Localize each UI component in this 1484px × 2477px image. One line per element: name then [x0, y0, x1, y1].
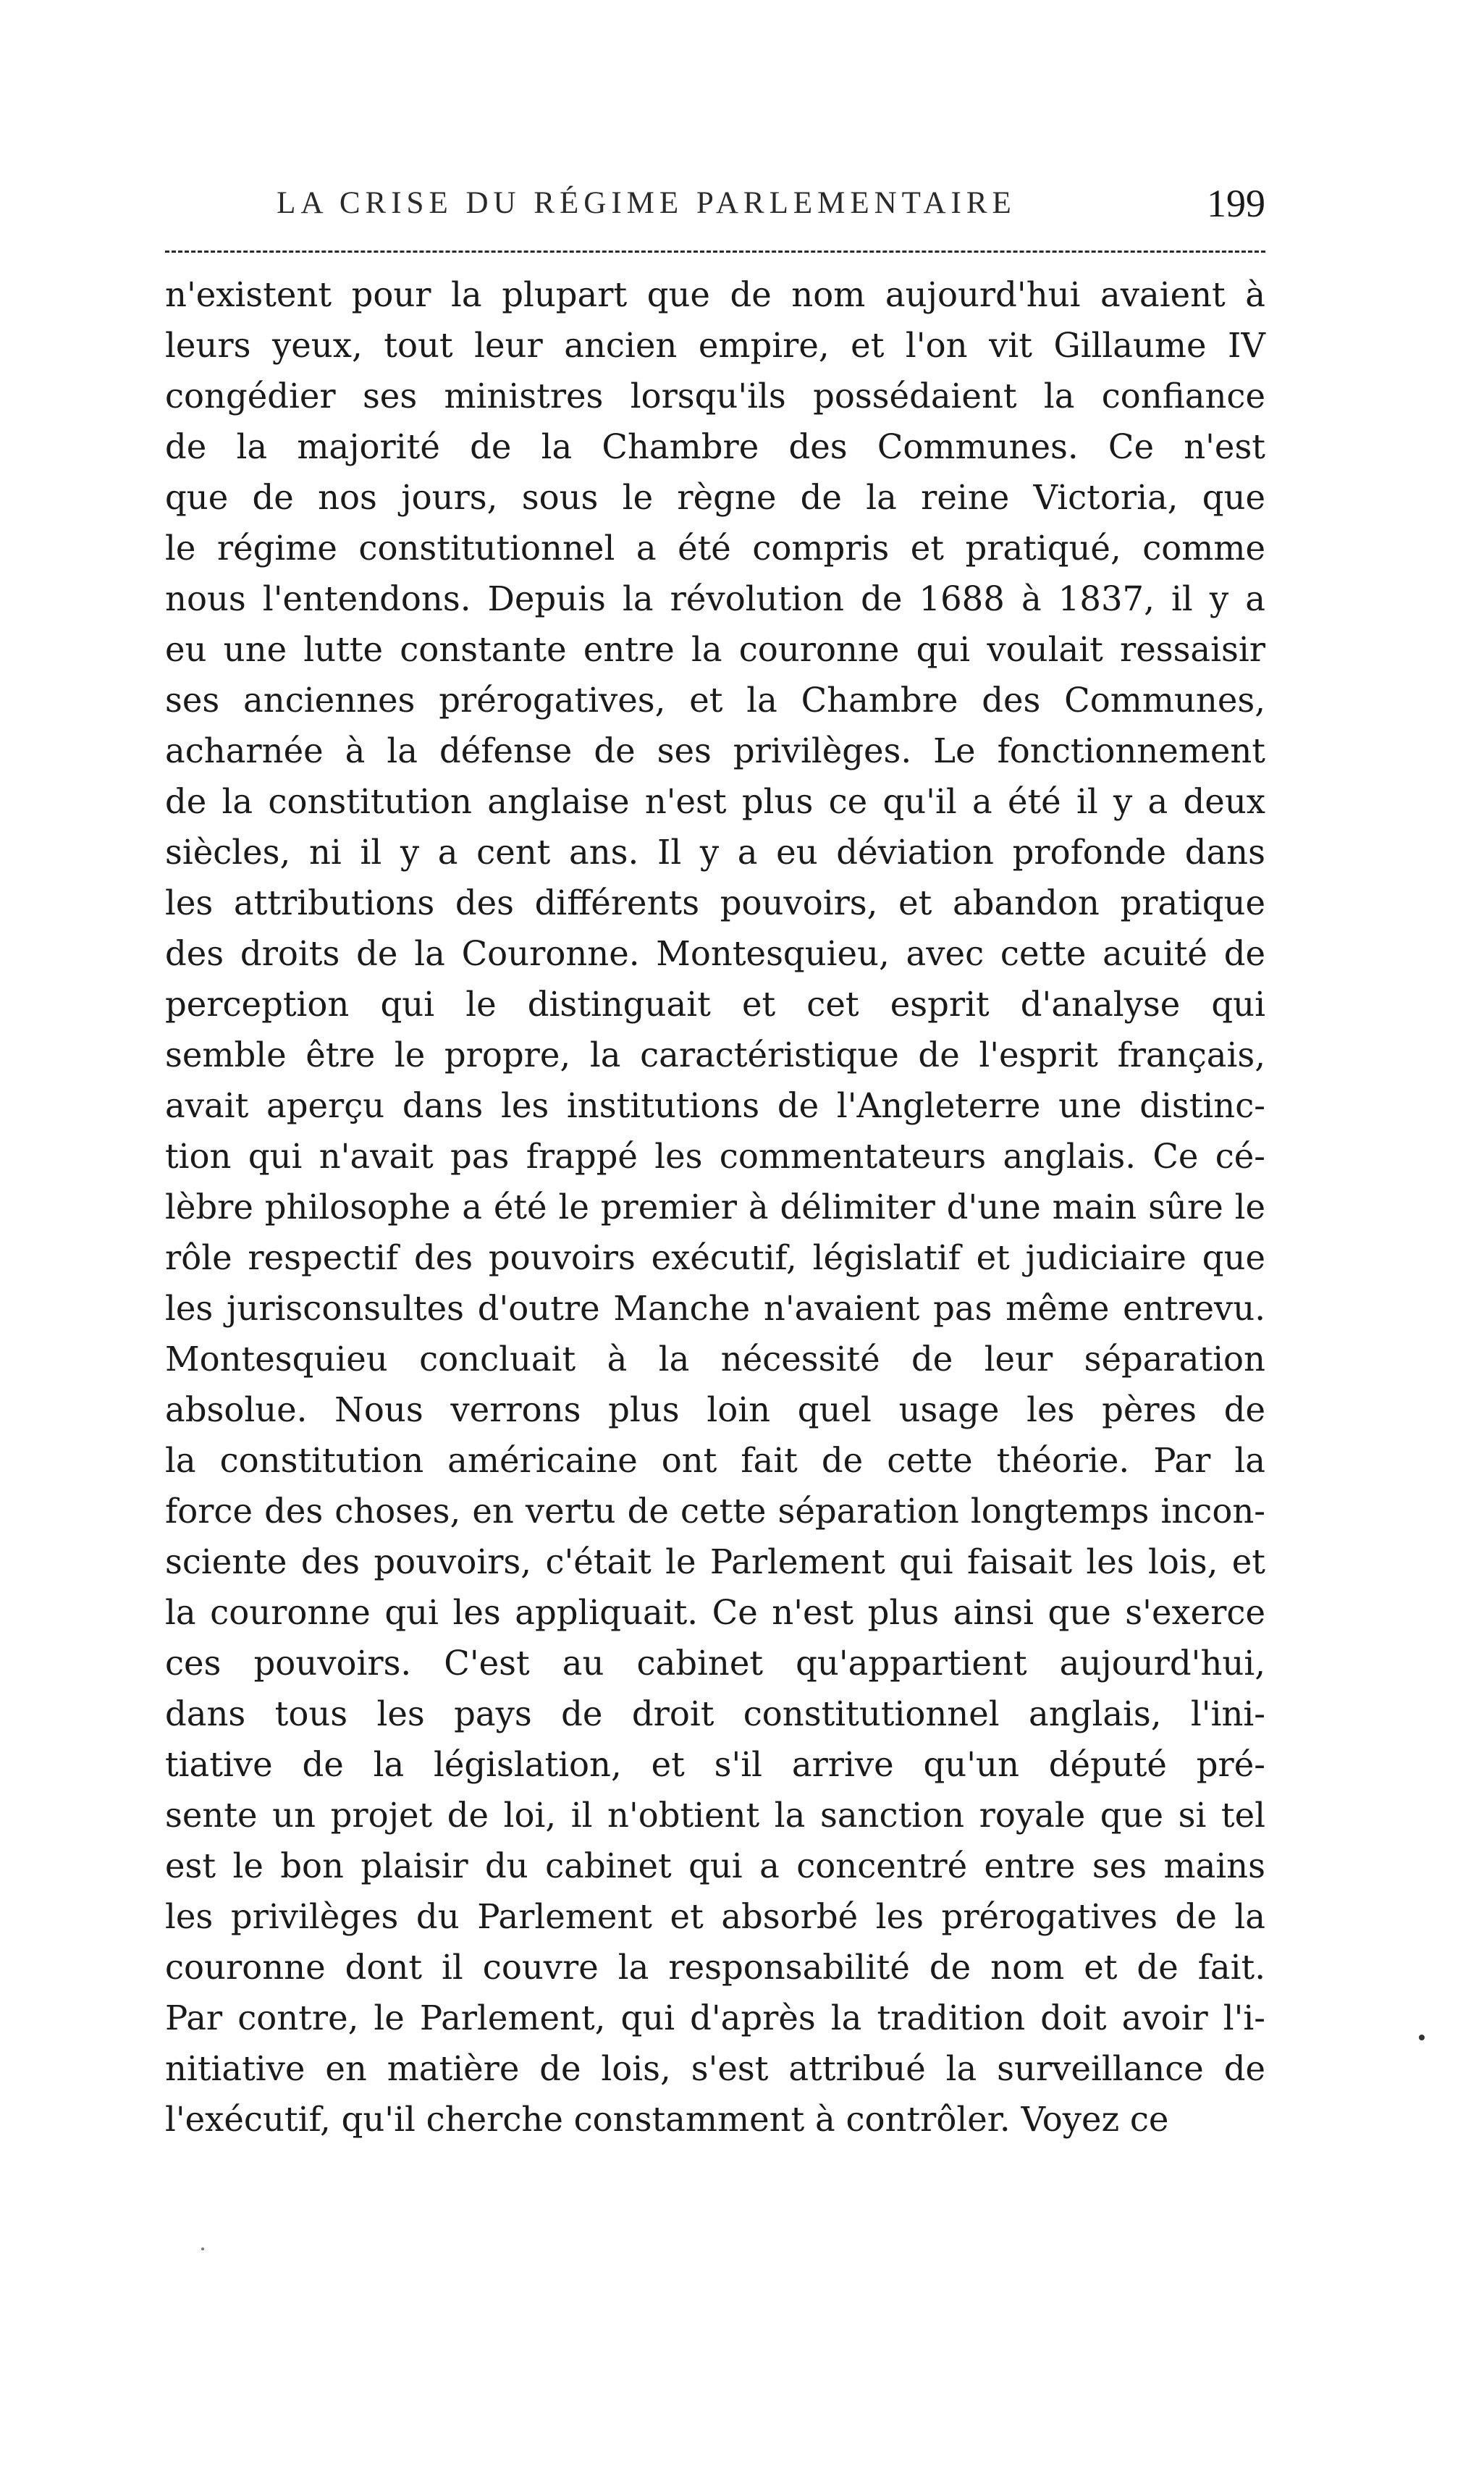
text-line: lèbre philosophe a été le premier à délimiter d'une main sûre le: [165, 1187, 1265, 1227]
text-line: rôle respectif des pouvoirs exécutif, législatif et judiciaire que: [165, 1238, 1265, 1277]
text-line: Montesquieu concluait à la nécessité de leur séparation: [165, 1340, 1265, 1379]
text-line: dans tous les pays de droit constitutionnel anglais, l'ini-: [165, 1694, 1265, 1733]
text-line: sciente des pouvoirs, c'était le Parlement qui faisait les lois, et: [165, 1542, 1265, 1581]
text-line: tiative de la législation, et s'il arrive qu'un député pré-: [165, 1745, 1265, 1784]
text-line: force des choses, en vertu de cette séparation longtemps incon-: [165, 1492, 1265, 1531]
body-text: [165, 269, 1265, 2145]
text-line: leurs yeux, tout leur ancien empire, et l'on vit Gillaume IV: [165, 326, 1265, 365]
text-line: l'exécutif, qu'il cherche constamment à contrôler. Voyez ce: [165, 2100, 1169, 2139]
text-line: ces pouvoirs. C'est au cabinet qu'appartient aujourd'hui,: [165, 1644, 1265, 1683]
text-line: ses anciennes prérogatives, et la Chambre des Communes,: [165, 681, 1265, 720]
text-line: absolue. Nous verrons plus loin quel usage les pères de: [165, 1390, 1265, 1429]
text-line: couronne dont il couvre la responsabilité de nom et de fait.: [165, 1948, 1265, 1987]
text-line: est le bon plaisir du cabinet qui a concentré entre ses mains: [165, 1846, 1265, 1885]
text-line: sente un projet de loi, il n'obtient la sanction royale que si tel: [165, 1796, 1265, 1835]
header-rule: [165, 251, 1265, 253]
text-line: les jurisconsultes d'outre Manche n'avaient pas même entrevu.: [165, 1289, 1265, 1328]
text-line: de la majorité de la Chambre des Communes. Ce n'est: [165, 427, 1265, 466]
running-title: LA CRISE DU RÉGIME PARLEMENTAIRE: [277, 186, 1016, 220]
text-line: Par contre, le Parlement, qui d'après la tradition doit avoir l'i-: [165, 1998, 1265, 2037]
text-line: les privilèges du Parlement et absorbé les prérogatives de la: [165, 1897, 1265, 1936]
margin-ink-dot: [1419, 2035, 1425, 2040]
text-line: avait aperçu dans les institutions de l'Angleterre une distinc-: [165, 1086, 1265, 1125]
text-line: tion qui n'avait pas frappé les commentateurs anglais. Ce cé-: [165, 1137, 1265, 1176]
paper-speck: [201, 2247, 204, 2250]
text-line: la constitution américaine ont fait de cette théorie. Par la: [165, 1441, 1265, 1480]
text-line: que de nos jours, sous le règne de la reine Victoria, que: [165, 478, 1265, 517]
text-line: eu une lutte constante entre la couronne qui voulait ressaisir: [165, 630, 1265, 669]
text-line: de la constitution anglaise n'est plus ce qu'il a été il y a deux: [165, 782, 1265, 821]
text-line: nitiative en matière de lois, s'est attribué la surveillance de: [165, 2049, 1265, 2088]
text-line: les attributions des différents pouvoirs, et abandon pratique: [165, 883, 1265, 922]
text-line: la couronne qui les appliquait. Ce n'est plus ainsi que s'exerce: [165, 1593, 1265, 1632]
text-line: congédier ses ministres lorsqu'ils possédaient la confiance: [165, 377, 1265, 416]
text-line: siècles, ni il y a cent ans. Il y a eu déviation profonde dans: [165, 833, 1265, 872]
text-line: n'existent pour la plupart que de nom aujourd'hui avaient à: [165, 275, 1265, 314]
page-number: 199: [1207, 182, 1265, 225]
text-line: acharnée à la défense de ses privilèges. Le fonctionnement: [165, 731, 1265, 770]
text-line: des droits de la Couronne. Montesquieu, avec cette acuité de: [165, 934, 1265, 973]
running-head: [165, 181, 1265, 232]
text-line: semble être le propre, la caractéristique de l'esprit français,: [165, 1035, 1265, 1075]
text-line: le régime constitutionnel a été compris et pratiqué, comme: [165, 529, 1265, 568]
text-line: perception qui le distinguait et cet esprit d'analyse qui: [165, 985, 1265, 1024]
text-line: nous l'entendons. Depuis la révolution de 1688 à 1837, il y a: [165, 579, 1265, 618]
